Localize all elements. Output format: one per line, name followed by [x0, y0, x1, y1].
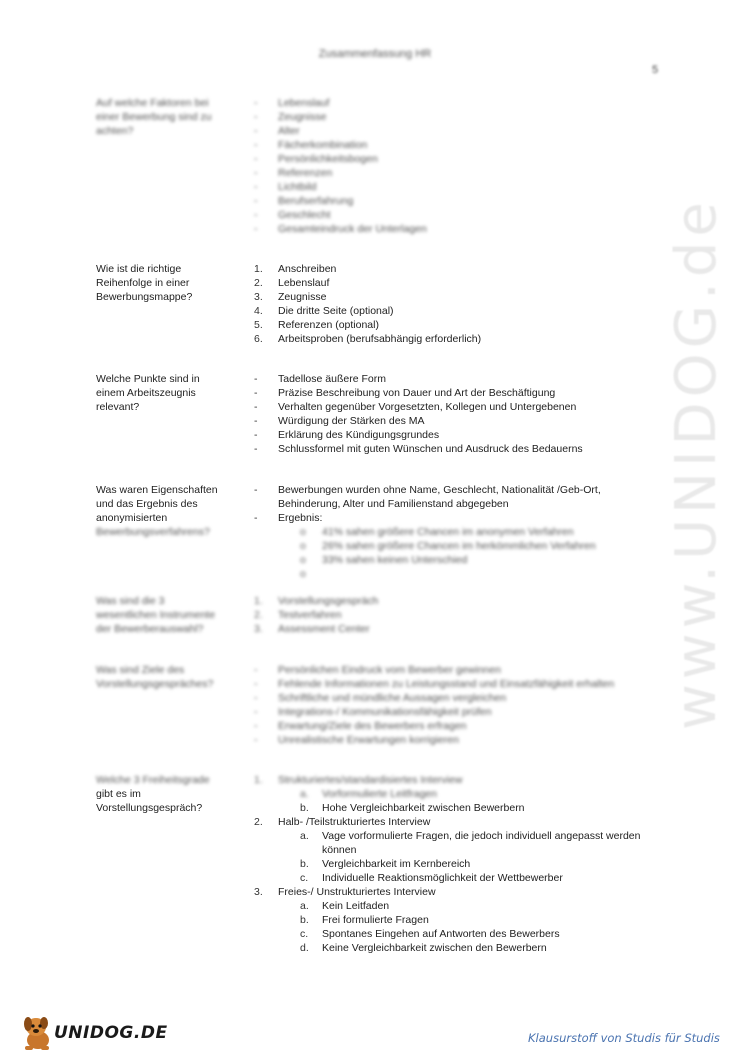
question: [96, 483, 236, 539]
list-item: [250, 414, 670, 428]
question-line: Reihenfolge in einer: [96, 277, 190, 289]
list-item: [250, 733, 670, 747]
question-line: anonymisierten: [96, 512, 168, 524]
list-item-text: Schriftliche und mündliche Aussagen vergleichen: [278, 692, 507, 704]
list-item: [250, 483, 670, 497]
answer-list: [250, 372, 670, 456]
list-item: [250, 539, 670, 553]
list-item: [250, 124, 670, 138]
list-item: [250, 857, 670, 871]
list-item-text: Vorformulierte Leitfragen: [322, 788, 437, 800]
list-item-text: Integrations-/ Kommunikationsfähigkeit prüfen: [278, 706, 492, 718]
list-marker: 1.: [254, 263, 263, 275]
question-line: achten?: [96, 125, 134, 137]
list-marker: -: [254, 484, 258, 496]
answer-list: [250, 262, 670, 346]
list-item-text: Vergleichbarkeit im Kernbereich: [322, 858, 471, 870]
list-marker: 3.: [254, 886, 263, 898]
list-item-text: Fehlende Informationen zu Leistungsstand und Einsatzfähigkeit erhalten: [278, 678, 615, 690]
list-marker: -: [254, 125, 258, 137]
answer-list: [250, 594, 670, 636]
list-marker: -: [254, 720, 258, 732]
list-marker: 5.: [254, 319, 263, 331]
list-item: [250, 525, 670, 539]
list-item-text: Assessment Center: [278, 623, 370, 635]
list-item: [250, 110, 670, 124]
list-marker: -: [254, 387, 258, 399]
list-item-text: Ergebnis:: [278, 512, 323, 524]
question-line: Wie ist die richtige: [96, 263, 182, 275]
list-item: [250, 594, 670, 608]
list-item-text: Vorstellungsgespräch: [278, 595, 379, 607]
question-line: Welche 3 Freiheitsgrade: [96, 774, 210, 786]
list-marker: a.: [300, 830, 309, 842]
list-item: [250, 332, 670, 346]
question-line: wesentlichen Instrumente: [96, 609, 216, 621]
list-item: [250, 180, 670, 194]
list-item-text: Zeugnisse: [278, 291, 327, 303]
list-marker: -: [254, 223, 258, 235]
list-item-text: Erwartung/Ziele des Bewerbers erfragen: [278, 720, 467, 732]
list-marker: -: [254, 153, 258, 165]
list-marker: o: [300, 540, 306, 552]
answer-list: [250, 96, 670, 236]
list-item-text: Zeugnisse: [278, 111, 327, 123]
list-item: [250, 622, 670, 636]
list-item-text: Fächerkombination: [278, 139, 368, 151]
list-marker: 2.: [254, 609, 263, 621]
question-line: Bewerbungsverfahrens?: [96, 526, 210, 538]
list-item: [250, 222, 670, 236]
list-item: [250, 318, 670, 332]
list-item: [250, 138, 670, 152]
list-item: [250, 276, 670, 290]
list-marker: 1.: [254, 595, 263, 607]
list-item: [250, 567, 670, 581]
question: [96, 773, 236, 815]
list-item-text: Geschlecht: [278, 209, 331, 221]
list-item: [250, 96, 670, 110]
footer-tagline: Klausurstoff von Studis für Studis: [528, 1031, 720, 1045]
question: [96, 262, 236, 304]
list-item: [250, 290, 670, 304]
list-marker: a.: [300, 900, 309, 912]
list-marker: c.: [300, 872, 309, 884]
question-line: einem Arbeitszeugnis: [96, 387, 196, 399]
list-item-text: 33% sahen keinen Unterschied: [322, 554, 468, 566]
unidog-logo: [22, 1012, 168, 1052]
list-item: [250, 773, 670, 787]
list-item-text: Hohe Vergleichbarkeit zwischen Bewerbern: [322, 802, 525, 814]
list-item-text: Strukturiertes/standardisiertes Interview: [278, 774, 463, 786]
list-item-text: Berufserfahrung: [278, 195, 354, 207]
list-item-text: Verhalten gegenüber Vorgesetzten, Kollegen und Untergebenen: [278, 401, 577, 413]
list-marker: o: [300, 554, 306, 566]
list-item-text: 26% sahen größere Chancen im herkömmlichen Verfahren: [322, 540, 596, 552]
list-item-text: Lebenslauf: [278, 277, 330, 289]
list-item-text: Lebenslauf: [278, 97, 330, 109]
list-item: [250, 152, 670, 166]
list-item-text: Spontanes Eingehen auf Antworten des Bewerbers: [322, 928, 560, 940]
question-line: einer Bewerbung sind zu: [96, 111, 212, 123]
list-item: [250, 511, 670, 525]
list-item-text: Keine Vergleichbarkeit zwischen den Bewerbern: [322, 942, 547, 954]
list-item: [250, 719, 670, 733]
list-item: [250, 801, 670, 815]
list-item: [250, 663, 670, 677]
list-item: [250, 208, 670, 222]
logo-text: UNIDOG.DE: [54, 1023, 168, 1043]
list-marker: -: [254, 415, 258, 427]
question-line: der Bewerberauswahl?: [96, 623, 204, 635]
list-marker: -: [254, 139, 258, 151]
question-line: Was sind Ziele des: [96, 664, 185, 676]
list-marker: -: [254, 181, 258, 193]
list-item: [250, 843, 670, 857]
question: [96, 594, 236, 636]
list-item: [250, 787, 670, 801]
list-item-text: Individuelle Reaktionsmöglichkeit der Wettbewerber: [322, 872, 563, 884]
list-item-text: Erklärung des Kündigungsgrundes: [278, 429, 440, 441]
answer-list: [250, 663, 670, 747]
list-item-text: Schlussformel mit guten Wünschen und Ausdruck des Bedauerns: [278, 443, 583, 455]
list-marker: -: [254, 373, 258, 385]
list-item-text: Lichtbild: [278, 181, 317, 193]
list-item-text: Persönlichkeitsbogen: [278, 153, 378, 165]
list-item: [250, 941, 670, 955]
list-marker: -: [254, 678, 258, 690]
document-title: Zusammenfassung HR: [318, 48, 432, 60]
question-line: Vorstellungsgespräch?: [96, 802, 203, 814]
list-marker: -: [254, 167, 258, 179]
list-item-text: Referenzen: [278, 167, 333, 179]
list-item: [250, 927, 670, 941]
question-line: relevant?: [96, 401, 140, 413]
page-number: 5: [652, 64, 659, 76]
list-item-text: Kein Leitfaden: [322, 900, 390, 912]
question-line: und das Ergebnis des: [96, 498, 198, 510]
list-item-text: Alter: [278, 125, 300, 137]
list-marker: -: [254, 734, 258, 746]
list-item: [250, 497, 670, 511]
list-item-text: Bewerbungen wurden ohne Name, Geschlecht, Nationalität /Geb-Ort,: [278, 484, 601, 496]
list-marker: -: [254, 401, 258, 413]
question-line: Was waren Eigenschaften: [96, 484, 218, 496]
list-marker: o: [300, 568, 306, 580]
list-item: [250, 442, 670, 456]
list-marker: 1.: [254, 774, 263, 786]
list-item-text: Arbeitsproben (berufsabhängig erforderlich): [278, 333, 482, 345]
list-item: [250, 262, 670, 276]
list-item: [250, 194, 670, 208]
list-item: [250, 705, 670, 719]
list-marker: 3.: [254, 291, 263, 303]
list-marker: -: [254, 706, 258, 718]
list-item: [250, 386, 670, 400]
list-item: [250, 677, 670, 691]
question: [96, 96, 236, 138]
list-marker: c.: [300, 928, 309, 940]
list-marker: 3.: [254, 623, 263, 635]
list-item: [250, 913, 670, 927]
list-marker: b.: [300, 858, 309, 870]
list-marker: -: [254, 195, 258, 207]
list-item-text: 41% sahen größere Chancen im anonymen Verfahren: [322, 526, 574, 538]
list-item-text: Behinderung, Alter und Familienstand abgegeben: [278, 498, 509, 510]
list-marker: o: [300, 526, 306, 538]
list-item: [250, 871, 670, 885]
list-item: [250, 400, 670, 414]
list-item-text: können: [322, 844, 357, 856]
list-item: [250, 428, 670, 442]
list-item: [250, 166, 670, 180]
list-item-text: Die dritte Seite (optional): [278, 305, 394, 317]
list-item-text: Referenzen (optional): [278, 319, 379, 331]
answer-list: [250, 483, 670, 581]
question-line: Auf welche Faktoren bei: [96, 97, 209, 109]
list-item-text: Testverfahren: [278, 609, 342, 621]
list-marker: 6.: [254, 333, 263, 345]
list-marker: d.: [300, 942, 309, 954]
list-item-text: Freies-/ Unstrukturiertes Interview: [278, 886, 436, 898]
list-item-text: Gesamteindruck der Unterlagen: [278, 223, 427, 235]
list-marker: -: [254, 512, 258, 524]
list-marker: -: [254, 429, 258, 441]
list-item-text: Halb- /Teilstrukturiertes Interview: [278, 816, 431, 828]
question-line: Was sind die 3: [96, 595, 165, 607]
list-item: [250, 829, 670, 843]
answer-list: [250, 773, 670, 955]
list-marker: a.: [300, 788, 309, 800]
list-marker: -: [254, 97, 258, 109]
list-marker: b.: [300, 802, 309, 814]
list-marker: -: [254, 664, 258, 676]
list-item: [250, 608, 670, 622]
list-item: [250, 885, 670, 899]
list-marker: -: [254, 111, 258, 123]
question-line: Bewerbungsmappe?: [96, 291, 193, 303]
list-marker: -: [254, 692, 258, 704]
list-item-text: Präzise Beschreibung von Dauer und Art der Beschäftigung: [278, 387, 556, 399]
question-line: Welche Punkte sind in: [96, 373, 200, 385]
list-item: [250, 815, 670, 829]
list-item-text: Frei formulierte Fragen: [322, 914, 429, 926]
list-marker: -: [254, 443, 258, 455]
list-item: [250, 691, 670, 705]
list-item-text: Tadellose äußere Form: [278, 373, 386, 385]
list-item-text: Anschreiben: [278, 263, 337, 275]
list-marker: 2.: [254, 816, 263, 828]
question-line: Vorstellungsgespräches?: [96, 678, 214, 690]
list-item-text: Vage vorformulierte Fragen, die jedoch individuell angepasst werden: [322, 830, 641, 842]
question-line: gibt es im: [96, 788, 141, 800]
list-item-text: Unrealistische Erwartungen korrigieren: [278, 734, 459, 746]
list-item: [250, 899, 670, 913]
list-item-text: Persönlichen Eindruck vom Bewerber gewinnen: [278, 664, 501, 676]
question: [96, 663, 236, 691]
list-marker: 2.: [254, 277, 263, 289]
watermark: www.UNIDOG.de: [664, 197, 729, 730]
question: [96, 372, 236, 414]
list-marker: 4.: [254, 305, 263, 317]
list-marker: b.: [300, 914, 309, 926]
list-item: [250, 372, 670, 386]
list-marker: -: [254, 209, 258, 221]
dog-mascot-icon: [22, 1012, 56, 1052]
list-item: [250, 304, 670, 318]
list-item: [250, 553, 670, 567]
list-item-text: Würdigung der Stärken des MA: [278, 415, 425, 427]
